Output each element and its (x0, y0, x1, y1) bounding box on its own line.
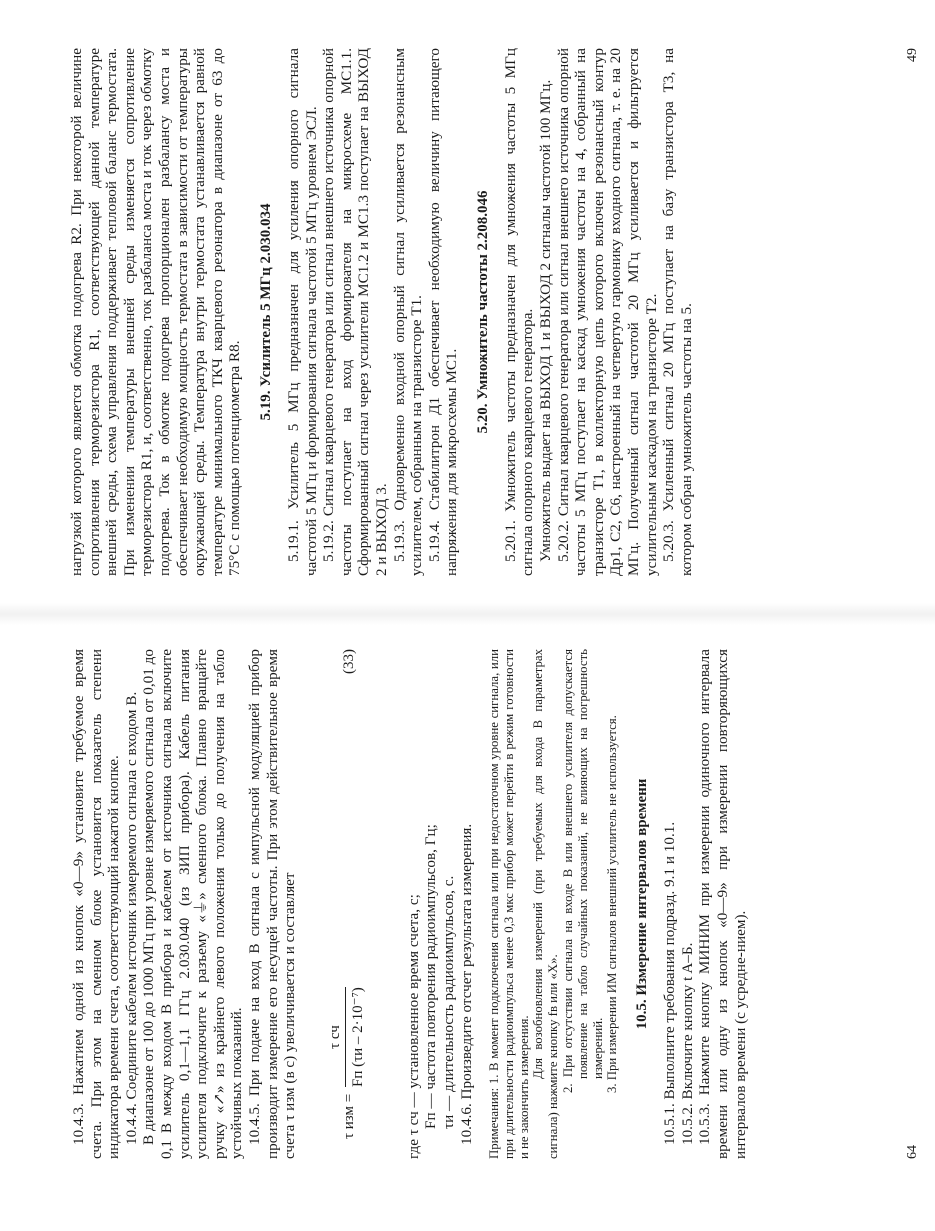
paragraph-10-4-4: 10.4.4. Соедините кабелем источник измеряемого сигнала с входом В. (122, 691, 140, 1145)
note-3: 3. При измерении ИМ сигналов внешний усилитель не используется. (605, 715, 620, 1093)
where-line: τи — длительность радиоимпульсов, с. (439, 875, 457, 1129)
page-number-right: 49 (905, 48, 920, 62)
where-line: где τ сч — установленное время счета, с; (404, 894, 422, 1159)
section-heading-10-5: 10.5. Измерение интервалов времени (634, 778, 651, 1030)
paragraph-5-19-2: 5.19.2. Сигнал кварцевого генератора или сигнал внешнего источника опорной частоты поступает на вход формирователя на микросхеме МС1.1. Сформированный сигнал через усилители МС1.2 и МС1.3 поступает на ВЫХОД 2 и ВЫХОД 3. (320, 48, 390, 576)
where-line: Fп — частота повторения радиоимпульсов, Гц; (422, 824, 440, 1129)
section-heading-5-20: 5.20. Умножитель частоты 2.208.046 (474, 190, 491, 434)
step-10-5-1: 10.5.1. Выполните требования подразд. 9.1 и 10.1. (661, 821, 679, 1145)
page-number-left: 64 (905, 1145, 920, 1159)
paragraph-10-4-5: 10.4.5. При подаче на вход В сигнала с импульсной модуляцией прибор производит измерение его несущей частоты. При этом действительное время счета τ изм (в с) увеличивается и составляет (245, 649, 299, 1159)
paragraph-5-20-2: 5.20.2. Сигнал кварцевого генератора или сигнал внешнего источника опорной частоты 5 МГц поступает на каскад умножения частоты на 4, собранный на транзисторе Т1, в коллекторную цепь которого включен резонансный контур Др1, С2, С6, настроенный на четвертую гармонику входного сигнала, т. е. на 20 МГц. Полученный сигнал частотой 20 МГц усиливается и фильтруется усилительным каскадом на транзисторе Т2. (554, 48, 660, 576)
formula-number: (33) (340, 649, 357, 674)
step-10-5-2: 10.5.2. Включите кнопку t A–Б. (678, 942, 696, 1145)
formula-fraction (327, 987, 367, 1087)
note-1-cont: Для возобновления измерений (при требуемых для входа В параметрах сигнала) нажмите кнопку fв или «Х». (531, 649, 561, 1159)
paragraph-5-20-1: 5.20.1. Умножитель частоты предназначен для умножения частоты 5 МГц сигнала опорного кварцевого генератора. (501, 48, 537, 576)
paragraph-5-19-4: 5.19.4. Стабилитрон Д1 обеспечивает необходимую величину питающего напряжения для микросхемы МС1. (425, 48, 461, 576)
right-page-body (68, 48, 695, 576)
formula-numerator: τ сч (327, 987, 346, 1087)
paragraph-10-4-3: 10.4.3. Нажатием одной из кнопок «0—9» установите требуемое время счета. При этом на сменном блоке установится показатель степени индикатора времени счета, соответствующий нажатой кнопке. (70, 649, 123, 1159)
note-2: 2. При отсутствии сигнала на входе В или внешнего усилителя допускается появление на табло случайных показаний, не влияющих на погрешность измерений. (561, 649, 605, 1093)
paragraph-amplifier: В диапазоне от 100 до 1000 МГц при уровне измеряемого сигнала от 0,01 до 0,1 В между входом В прибора и кабелем от источника сигнала включите усилитель 0,1—1,1 ГГц 2.030.040 (из ЗИП прибора). Кабель питания усилителя подключите к разъему «⏚» сменного блока. Плавно вращайте ручку «↗» из крайнего левого положения только до получения на табло устойчивых показаний. (140, 649, 246, 1159)
left-page-body (70, 649, 749, 1159)
formula-lhs: τ изм = (340, 1093, 357, 1139)
step-10-5-3: 10.5.3. Нажмите кнопку МИНИМ при измерении одиночного интервала времени или одну из кнопок «0—9» при измерении повторяющихся интервалов времени (с усредне-нием). (696, 649, 749, 1159)
section-heading-5-19: 5.19. Усилитель 5 МГц 2.030.034 (257, 203, 274, 421)
formula-denominator: Fп (τи – 2·10⁻⁷) (349, 987, 366, 1087)
paragraph-5-19-3: 5.19.3. Одновременно входной опорный сигнал усиливается резонансным усилителем, собранным на транзисторе Т1. (390, 48, 426, 576)
paragraph-10-4-6: 10.4.6. Произведите отсчет результата измерения. (457, 823, 475, 1145)
paragraph-5-19-1: 5.19.1. Усилитель 5 МГц предназначен для усиления опорного сигнала частотой 5 МГц и формирования сигнала частотой 5 МГц уровнем ЭСЛ. (284, 48, 320, 576)
paragraph-5-20-1b: Умножитель выдает на ВЫХОД 1 и ВЫХОД 2 сигналы частотой 100 МГц. (537, 79, 555, 562)
left-page (0, 616, 935, 1231)
formula-33 (321, 649, 381, 1159)
paragraph-thermostat: нагрузкой которого является обмотка подогрева R2. При некоторой величине сопротивления терморезистора R1, соответствующей данной температуре внешней среды, схема управления поддерживает тепловой баланс термостата. При изменении температуры внешней среды изменяется сопротивление терморезистора R1, и, соответственно, ток разбаланса моста и ток через обмотку подогрева. Ток в обмотке подогрева пропорционален разбалансу моста и обеспечивает необходимую мощность термостата в зависимости от температуры окружающей среды. Температура внутри термостата устанавливается равной температуре минимального ТКЧ кварцевого резонатора в диапазоне от 63 до 75°С с помощью потенциометра R8. (68, 48, 244, 576)
note-1: Примечания: 1. В момент подключения сигнала или при недостаточном уровне сигнала, или при длительности радиоимпульса менее 0,3 мкс прибор может перейти в режим готовности и не закончить измерения. (487, 649, 531, 1159)
paragraph-5-20-3: 5.20.3. Усиленный сигнал 20 МГц поступает на базу транзистора Т3, на котором собран умножитель частоты на 5. (660, 48, 695, 576)
